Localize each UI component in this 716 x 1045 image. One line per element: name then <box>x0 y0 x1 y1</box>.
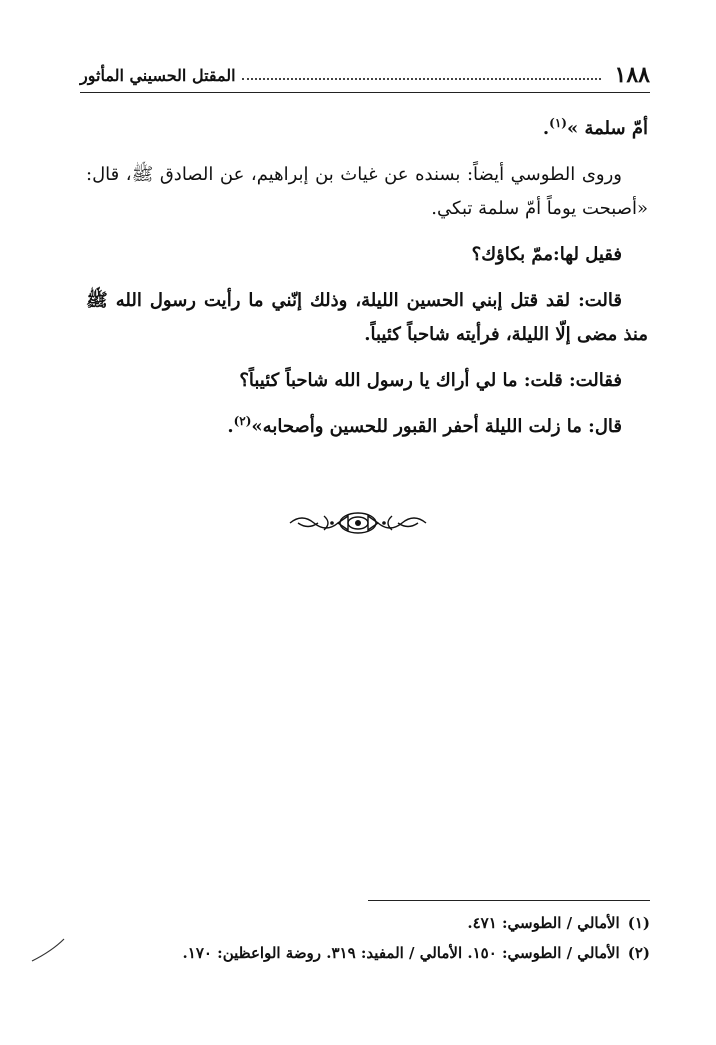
paragraph-6 <box>86 410 648 444</box>
paragraph-3: فقيل لها:ممّ بكاؤك؟ <box>471 244 622 265</box>
paragraph-1-end: . <box>542 118 550 139</box>
paragraph-1-text: أمّ سلمة » <box>566 118 648 139</box>
paragraph-4: قالت: لقد قتل إبني الحسين الليلة، وذلك إنّني ما رأيت رسول الله ﷺ منذ مضى إلّا الليلة، فرأيته شاحباً كئيباً. <box>86 290 648 345</box>
footnote-1-number: (١) <box>627 914 650 932</box>
book-title: المقتل الحسيني المأثور <box>80 65 236 85</box>
paragraph-2: وروى الطوسي أيضاً: بسنده عن غياث بن إبراهيم، عن الصادق ﷺ، قال: «أصبحت يوماً أمّ سلمة تبكي. <box>86 164 648 219</box>
paragraph-6-text: قال: ما زلت الليلة أحفر القبور للحسين وأصحابه» <box>251 416 622 437</box>
footnote-2 <box>120 938 650 968</box>
paragraph-6-end: . <box>227 416 234 437</box>
footnotes <box>120 908 650 968</box>
paragraph-5: فقالت: قلت: ما لي أراك يا رسول الله شاحباً كئيباً؟ <box>239 370 622 391</box>
footnote-2-number: (٢) <box>627 944 650 962</box>
footnote-ref-2[interactable]: (٢) <box>233 414 252 428</box>
page-number: ١٨٨ <box>614 62 650 88</box>
footnote-ref-1[interactable]: (١) <box>549 116 567 130</box>
header-dot-leader <box>242 78 601 80</box>
pen-mark-icon <box>28 935 68 965</box>
paragraph-1 <box>86 112 648 146</box>
running-header <box>80 58 650 93</box>
main-text <box>86 112 648 456</box>
ornament-divider-icon <box>288 510 428 536</box>
footnote-1-text: الأمالي / الطوسي: ٤٧١. <box>467 914 620 932</box>
footnote-separator <box>368 900 650 901</box>
footnote-1 <box>120 908 650 938</box>
footnote-2-text: الأمالي / الطوسي: ١٥٠. الأمالي / المفيد: ٣١٩. روضة الواعظين: ١٧٠. <box>182 944 620 962</box>
